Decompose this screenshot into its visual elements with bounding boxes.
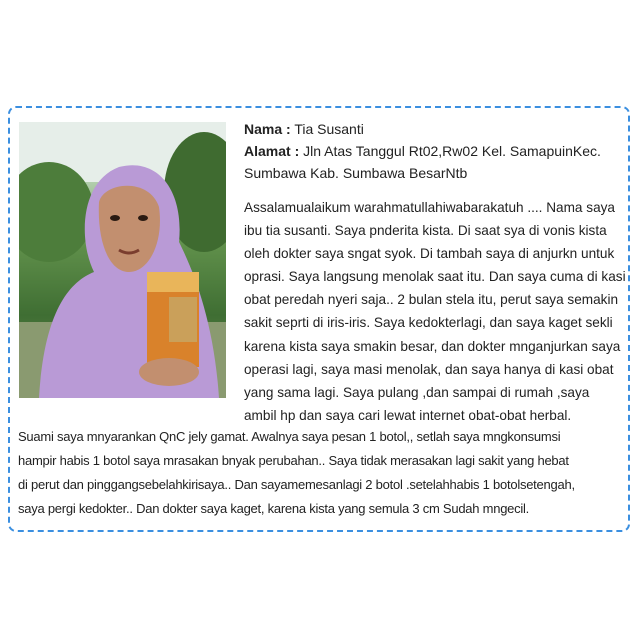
address-row: [244, 140, 634, 162]
name-value: Tia Susanti: [294, 121, 364, 137]
testimonial-paragraph-1: [244, 196, 634, 427]
text-line: yang sama lagi. Saya pulang ,dan sampai di rumah ,saya: [244, 384, 590, 400]
testimonial-paragraph-2: [18, 425, 630, 521]
text-line: ambil hp dan saya cari lewat internet obat-obat herbal.: [244, 407, 572, 423]
customer-photo: [19, 122, 226, 398]
text-line: operasi lagi, saya masi menolak, dan saya hanya di kasi obat: [244, 361, 614, 377]
text-line: sakit seprti di iris-iris. Saya kedokterlagi, dan saya kaget sekli: [244, 315, 613, 331]
woman-with-product-image: [19, 122, 226, 398]
address-label: Alamat :: [244, 143, 300, 159]
text-line: di perut dan pinggangsebelahkirisaya.. Dan sayamemesanlagi 2 botol .setelahhabis 1 botolsetengah,: [18, 477, 575, 492]
text-line: obat peredah nyeri saja.. 2 bulan stela itu, perut saya semakin: [244, 292, 619, 308]
text-line: ibu tia susanti. Saya pnderita kista. Di saat sya di vonis kista: [244, 223, 607, 239]
text-line: oprasi. Saya langsung menolak saat itu. Dan saya cuma di kasi: [244, 269, 626, 285]
text-line: hampir habis 1 botol saya mrasakan bnyak perubahan.. Saya tidak merasakan lagi sakit yang hebat: [18, 453, 569, 468]
text-line: oleh dokter saya sngat syok. Di tambah saya di anjurkn untuk: [244, 246, 615, 262]
text-line: karena kista saya smakin besar, dan dokter mnganjurkan saya: [244, 338, 621, 354]
text-line: Suami saya mnyarankan QnC jely gamat. Awalnya saya pesan 1 botol,, setlah saya mngkonsumsi: [18, 429, 561, 444]
text-line: Assalamualaikum warahmatullahiwabarakatuh .... Nama saya: [244, 200, 615, 215]
address-line2: Sumbawa Kab. Sumbawa BesarNtb: [244, 165, 468, 181]
address-line1: Jln Atas Tanggul Rt02,Rw02 Kel. SamapuinKec.: [303, 143, 601, 159]
name-label: Nama :: [244, 121, 291, 137]
text-line: saya pergi kedokter.. Dan dokter saya kaget, karena kista yang semula 3 cm Sudah mngecil.: [18, 501, 530, 516]
name-row: [244, 118, 634, 140]
profile-info: [244, 118, 634, 184]
